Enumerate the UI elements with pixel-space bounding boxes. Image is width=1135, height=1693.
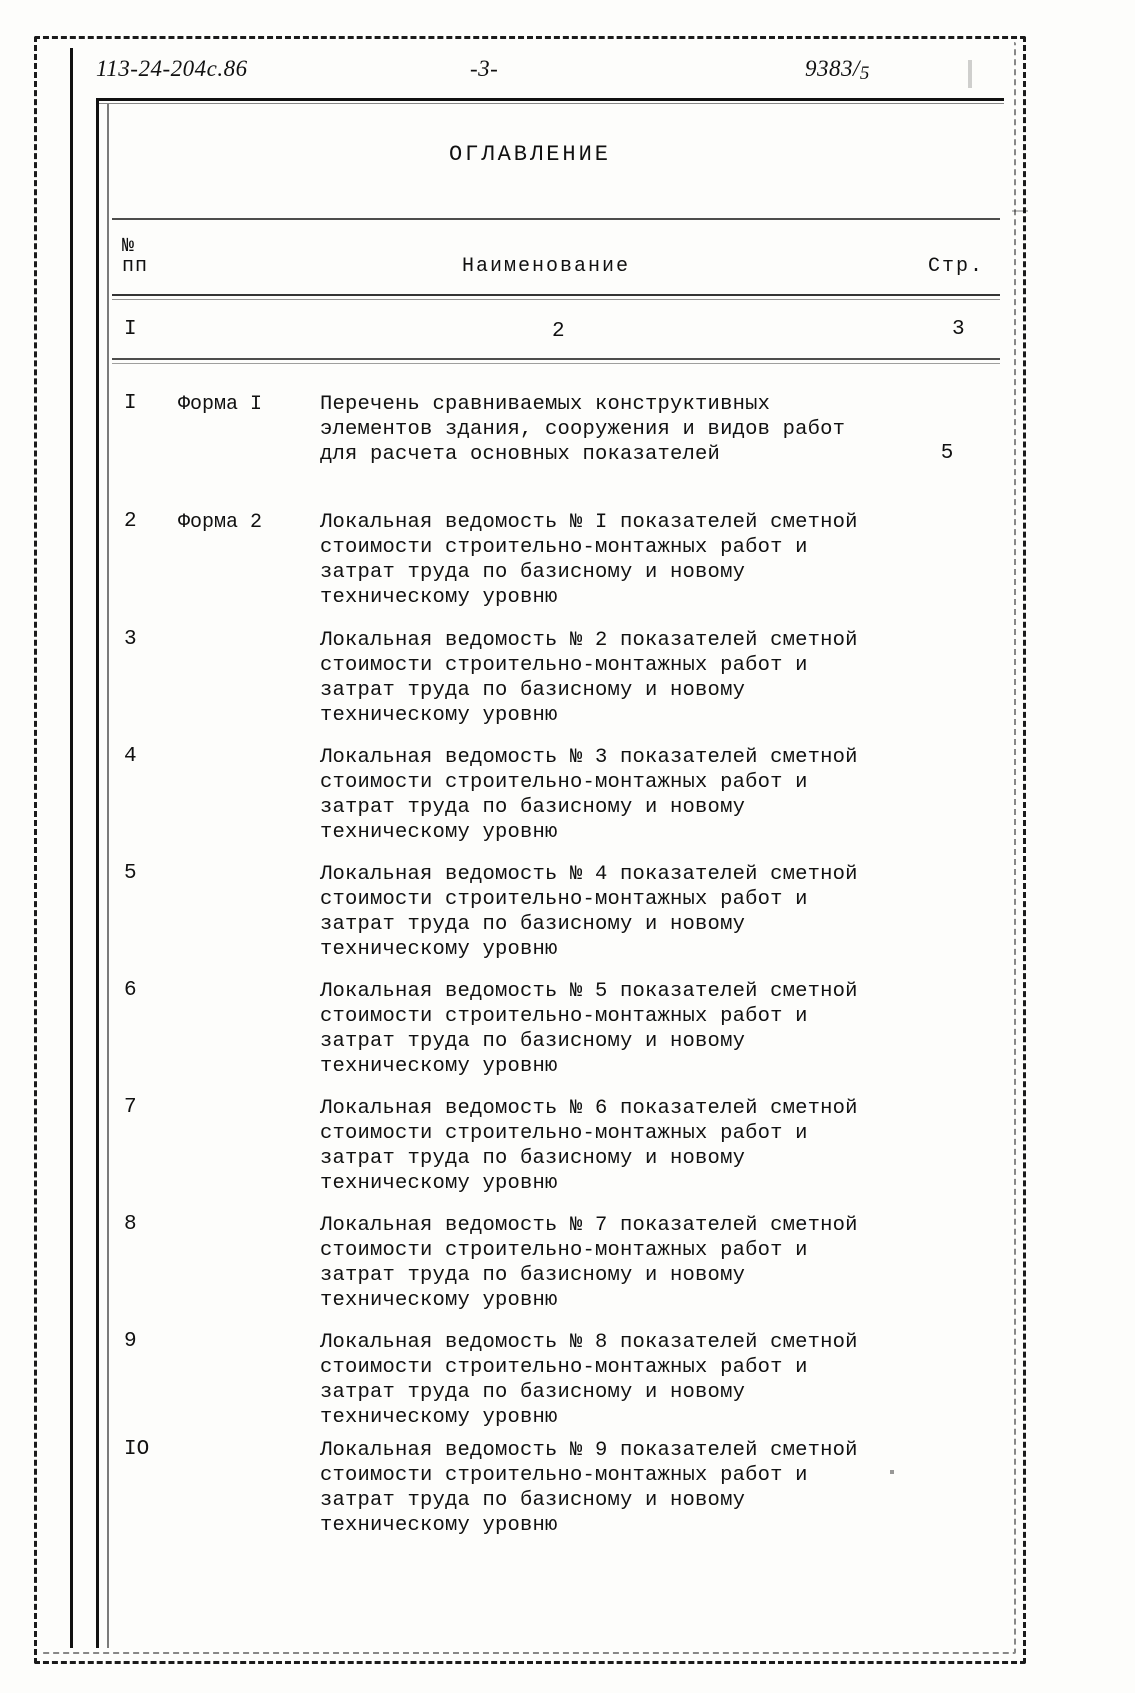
row-number: IO bbox=[124, 1438, 150, 1461]
column-header-number-line1: № bbox=[122, 235, 136, 258]
row-form: Форма I bbox=[178, 393, 263, 416]
vertical-rule-outer bbox=[70, 48, 73, 1648]
table-rule-numbers-bottom-thin bbox=[112, 363, 1000, 364]
scan-artifact bbox=[1012, 210, 1028, 212]
column-header-page: Стр. bbox=[928, 255, 985, 278]
row-number: 6 bbox=[124, 979, 137, 1002]
column-index-3: 3 bbox=[952, 318, 965, 341]
row-title: Локальная ведомость № 2 показателей сметной стоимости строительно-монтажных работ и затрат труда по базисному и новому техническому уровню bbox=[320, 629, 858, 727]
row-page: 5 bbox=[940, 442, 954, 465]
archive-code bbox=[805, 56, 870, 85]
row-title: Локальная ведомость № 4 показателей сметной стоимости строительно-монтажных работ и затрат труда по базисному и новому техническому уровню bbox=[320, 863, 858, 961]
horizontal-rule-under-header-thin bbox=[96, 103, 1004, 104]
scan-artifact bbox=[890, 1470, 894, 1474]
row-title: Локальная ведомость № 7 показателей сметной стоимости строительно-монтажных работ и затрат труда по базисному и новому техническому уровню bbox=[320, 1214, 858, 1312]
scan-artifact bbox=[968, 60, 972, 88]
row-title: Локальная ведомость № 5 показателей сметной стоимости строительно-монтажных работ и затрат труда по базисному и новому техническому уровню bbox=[320, 980, 858, 1078]
table-rule-header-bottom bbox=[112, 294, 1000, 296]
row-number: 7 bbox=[124, 1096, 137, 1119]
column-index-2: 2 bbox=[552, 320, 565, 343]
row-title: Локальная ведомость № I показателей сметной стоимости строительно-монтажных работ и затрат труда по базисному и новому техническому уровню bbox=[320, 511, 858, 609]
row-number: 4 bbox=[124, 745, 137, 768]
row-number: 3 bbox=[124, 628, 137, 651]
row-title: Локальная ведомость № 6 показателей сметной стоимости строительно-монтажных работ и затрат труда по базисному и новому техническому уровню bbox=[320, 1097, 858, 1195]
column-index-1: I bbox=[124, 318, 137, 341]
table-rule-numbers-bottom bbox=[112, 358, 1000, 360]
archive-code-numerator: 9383/ bbox=[805, 56, 860, 81]
row-title: Перечень сравниваемых конструктивных элементов здания, сооружения и видов работ для расчета основных показателей bbox=[320, 393, 846, 466]
row-title: Локальная ведомость № 8 показателей сметной стоимости строительно-монтажных работ и затрат труда по базисному и новому техническому уровню bbox=[320, 1331, 858, 1429]
table-rule-top bbox=[112, 218, 1000, 220]
row-title: Локальная ведомость № 3 показателей сметной стоимости строительно-монтажных работ и затрат труда по базисному и новому техническому уровню bbox=[320, 746, 858, 844]
page-title: ОГЛАВЛЕНИЕ bbox=[448, 142, 612, 167]
row-title: Локальная ведомость № 9 показателей сметной стоимости строительно-монтажных работ и затрат труда по базисному и новому техническому уровню bbox=[320, 1439, 858, 1537]
page-marker: -3- bbox=[470, 56, 499, 81]
archive-code-denominator: 5 bbox=[859, 63, 870, 84]
column-header-name: Наименование bbox=[462, 255, 631, 278]
column-header-number bbox=[122, 237, 148, 277]
horizontal-rule-under-header bbox=[96, 98, 1004, 101]
vertical-rule-table-left-thin bbox=[107, 104, 109, 1648]
document-number: 113-24-204c.86 bbox=[96, 56, 248, 81]
row-number: 2 bbox=[124, 510, 137, 533]
vertical-rule-table-left bbox=[96, 100, 99, 1648]
column-header-number-line2: пп bbox=[122, 255, 149, 278]
row-number: I bbox=[124, 392, 137, 415]
table-rule-header-bottom-thin bbox=[112, 299, 1000, 300]
row-form: Форма 2 bbox=[178, 511, 263, 534]
row-number: 9 bbox=[124, 1330, 137, 1353]
row-number: 5 bbox=[124, 862, 137, 885]
row-number: 8 bbox=[124, 1213, 137, 1236]
